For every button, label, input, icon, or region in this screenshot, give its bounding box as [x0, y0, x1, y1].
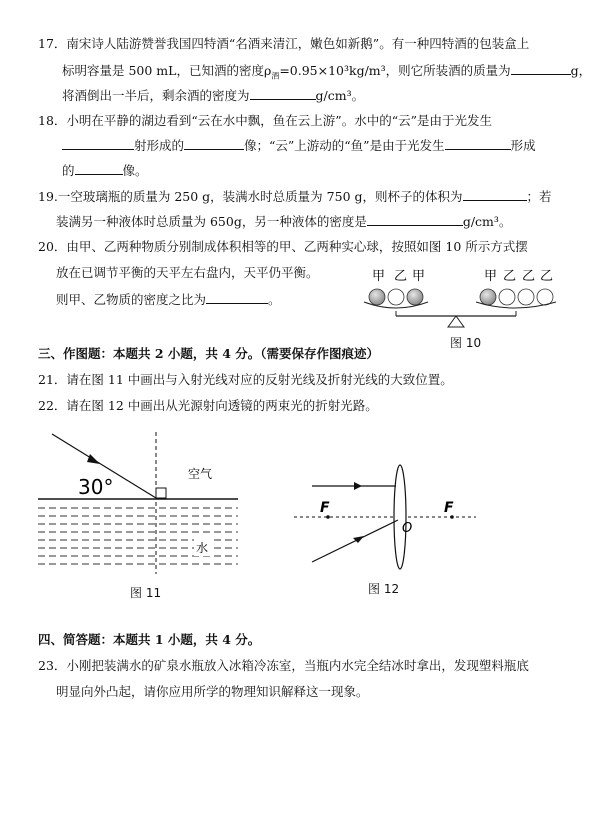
- fig11-ray-arrow-icon: [87, 454, 100, 464]
- q18-line3-text-b: 像。: [122, 163, 148, 178]
- q17-answer-blank-mass[interactable]: [511, 62, 571, 75]
- figure-11-refraction: [38, 428, 238, 578]
- fig10-left-label-2: 乙: [394, 269, 408, 284]
- q19-line2: [56, 213, 511, 230]
- fig10-left-label-1: 甲: [372, 269, 386, 284]
- fig12-ray-arrow-icon: [354, 482, 362, 490]
- fig12-focus-right-label: F: [444, 500, 454, 516]
- q19-line2-text-b: g/cm³。: [462, 214, 512, 229]
- section-3-title: 三、作图题：本题共 2 小题，共 4 分。（需要保存作图痕迹）: [38, 346, 380, 361]
- q18-line3-text-a: 的: [62, 163, 75, 178]
- q21-text: 21．请在图 11 中画出与入射光线对应的反射光线及折射光线的大致位置。: [38, 372, 453, 387]
- q20-line3-text-a: 则甲、乙物质的密度之比为: [56, 292, 207, 307]
- fig10-ball-yi: [537, 289, 553, 305]
- fig12-ray-arrow-icon: [353, 536, 364, 543]
- fig11-angle-label: 30°: [78, 475, 114, 499]
- q20-line2: 放在已调节平衡的天平左右盘内，天平仍平衡。: [56, 265, 319, 280]
- q23-line1: 23．小刚把装满水的矿泉水瓶放入冰箱冷冻室，当瓶内水完全结冰时拿出，发现塑料瓶底: [38, 658, 529, 673]
- fig12-optical-center-label: O: [402, 521, 413, 536]
- q20-line3: [56, 291, 281, 308]
- fig10-right-label-3: 乙: [522, 269, 536, 284]
- fig10-left-label-3: 甲: [412, 269, 426, 284]
- q18-line2-text-a: 射形成的: [134, 138, 185, 153]
- q17-line2-text-c: g，: [570, 63, 592, 78]
- q17-line2-subscript: 酒: [271, 71, 280, 81]
- fig10-ball-jia: [407, 289, 423, 305]
- section-4-title: 四、简答题：本题共 1 小题，共 4 分。: [38, 632, 261, 647]
- q18-line2-text-b: 像；“云”上游动的“鱼”是由于光发生: [244, 138, 445, 153]
- fig11-air-label: 空气: [188, 467, 213, 481]
- figure-10-balance: [360, 264, 560, 330]
- fig11-water-label: 水: [196, 541, 209, 555]
- q17-answer-blank-density[interactable]: [250, 87, 316, 100]
- fig10-ball-yi: [518, 289, 534, 305]
- q19-answer-blank-density[interactable]: [367, 213, 463, 226]
- fig10-ball-yi: [499, 289, 515, 305]
- q18-line2-text-c: 形成: [510, 138, 536, 153]
- q18-line2: [62, 137, 536, 154]
- q19-line1: [38, 188, 552, 205]
- q22-text: 22．请在图 12 中画出从光源射向透镜的两束光的折射光路。: [38, 398, 378, 413]
- fig10-caption: 图 10: [450, 336, 482, 350]
- q20-line1: 20．由甲、乙两种物质分别制成体积相等的甲、乙两种实心球，按照如图 10 所示方式摆: [38, 239, 528, 254]
- fig10-right-label-2: 乙: [503, 269, 517, 284]
- q17-line3-text-b: g/cm³。: [315, 88, 365, 103]
- q20-answer-blank-ratio[interactable]: [206, 291, 268, 304]
- fig12-caption: 图 12: [368, 582, 400, 596]
- q18-answer-blank-3[interactable]: [445, 137, 511, 150]
- fig12-center-ray: [312, 520, 398, 562]
- q19-answer-blank-volume[interactable]: [463, 188, 527, 201]
- fig12-convex-lens: [394, 465, 406, 569]
- q17-line2-text-b: =0.95×10³kg/m³，则它所装酒的质量为: [279, 63, 511, 78]
- fig12-focus-left-label: F: [320, 500, 330, 516]
- q18-line3: [62, 162, 148, 179]
- fig11-right-angle-mark: [156, 488, 166, 498]
- q18-answer-blank-4[interactable]: [75, 162, 123, 175]
- q17-line3: [62, 87, 364, 104]
- fig10-fulcrum: [448, 316, 464, 327]
- fig10-right-label-4: 乙: [540, 269, 554, 284]
- figure-12-lens: [290, 462, 480, 572]
- fig10-ball-jia: [480, 289, 496, 305]
- q17-line2: [62, 62, 591, 85]
- fig10-ball-jia: [369, 289, 385, 305]
- fig10-right-label-1: 甲: [484, 269, 498, 284]
- q19-line1-text-a: 19.一空玻璃瓶的质量为 250 g，装满水时总质量为 750 g，则杯子的体积为: [38, 189, 463, 204]
- fig11-caption: 图 11: [130, 586, 162, 600]
- q17-line2-text-a: 标明容量是 500 mL，已知酒的密度ρ: [62, 63, 272, 78]
- q18-answer-blank-2[interactable]: [184, 137, 244, 150]
- q18-answer-blank-1[interactable]: [62, 137, 134, 150]
- q19-line1-text-b: ；若: [526, 189, 552, 204]
- q23-line2: 明显向外凸起，请你应用所学的物理知识解释这一现象。: [56, 684, 369, 699]
- q20-line3-text-b: 。: [268, 292, 281, 307]
- fig10-ball-yi: [388, 289, 404, 305]
- q18-line1: 18．小明在平静的湖边看到“云在水中飘，鱼在云上游”。水中的“云”是由于光发生: [38, 113, 492, 128]
- q17-line1: 17．南宋诗人陆游赞誉我国四特酒“名酒来清江，嫩色如新鹅”。有一种四特酒的包装盒上: [38, 36, 530, 51]
- q19-line2-text-a: 装满另一种液体时总质量为 650g，另一种液体的密度是: [56, 214, 367, 229]
- q17-line3-text-a: 将酒倒出一半后，剩余酒的密度为: [62, 88, 250, 103]
